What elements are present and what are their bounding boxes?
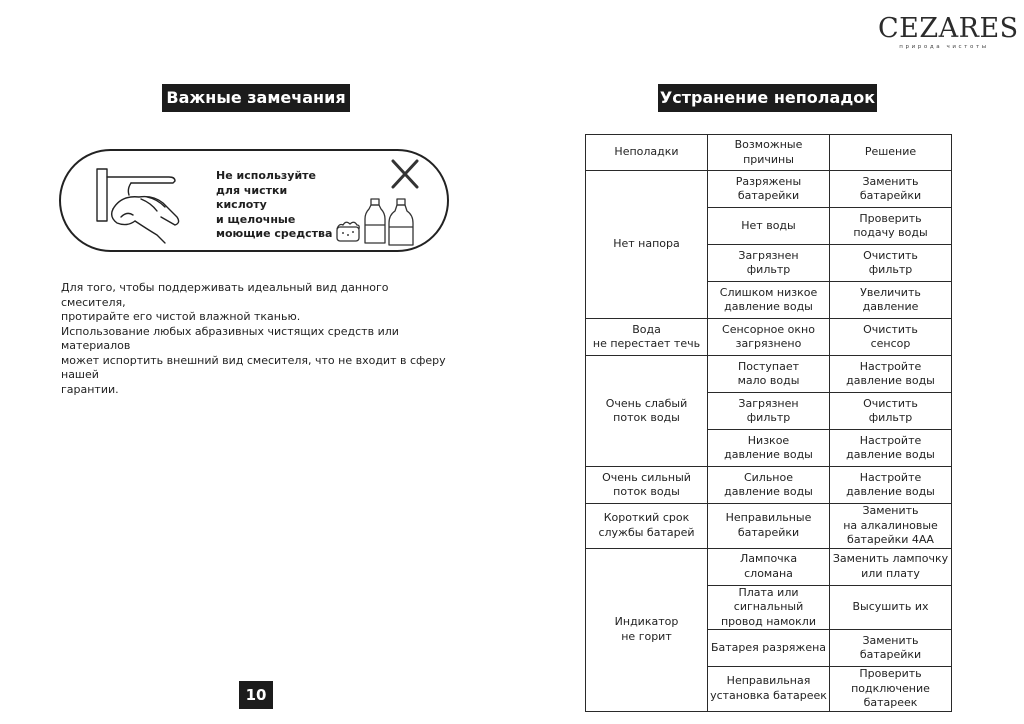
- warning-line: и щелочные: [216, 212, 296, 226]
- note-line: может испортить внешний вид смесителя, что не входит в сферу нашей: [61, 353, 446, 381]
- brand-logo: [878, 12, 1019, 50]
- note-line: Использование любых абразивных чистящих средств или материалов: [61, 324, 399, 352]
- cause-cell: Неправильная установка батареек: [708, 667, 830, 712]
- maintenance-note: [61, 281, 451, 397]
- table-row: [586, 548, 952, 585]
- cause-cell: Сильное давление воды: [708, 467, 830, 504]
- problem-cell: Очень сильный поток воды: [586, 467, 708, 504]
- solution-cell: Очистить фильтр: [830, 393, 952, 430]
- header-solution: Решение: [830, 135, 952, 171]
- cause-cell: Сенсорное окно загрязнено: [708, 319, 830, 356]
- problem-cell: Нет напора: [586, 171, 708, 319]
- table-header-row: [586, 135, 952, 171]
- solution-cell: Заменить батарейки: [830, 630, 952, 667]
- table-body: [586, 171, 952, 712]
- table-row: [586, 171, 952, 208]
- note-line: гарантии.: [61, 382, 119, 396]
- solution-cell: Проверить подачу воды: [830, 208, 952, 245]
- warning-line: кислоту: [216, 198, 267, 211]
- problem-cell: Очень слабый поток воды: [586, 356, 708, 467]
- page-number: 10: [239, 681, 273, 709]
- warning-text: [216, 169, 346, 242]
- cause-cell: Низкое давление воды: [708, 430, 830, 467]
- solution-cell: Настройте давление воды: [830, 430, 952, 467]
- solution-cell: Высушить их: [830, 585, 952, 630]
- troubleshooting-heading: Устранение неполадок: [658, 84, 877, 112]
- warning-line: для чистки: [216, 183, 288, 197]
- table-row: [586, 356, 952, 393]
- solution-cell: Настройте давление воды: [830, 467, 952, 504]
- faucet-wiping-hand-icon: [91, 165, 211, 247]
- warning-line: моющие средства: [216, 227, 333, 240]
- forbidden-cleaners-icon: [333, 157, 423, 249]
- cause-cell: Загрязнен фильтр: [708, 393, 830, 430]
- table-row: [586, 319, 952, 356]
- cause-cell: Неправильные батарейки: [708, 504, 830, 549]
- solution-cell: Проверить подключение батареек: [830, 667, 952, 712]
- table-row: [586, 504, 952, 549]
- problem-cell: Вода не перестает течь: [586, 319, 708, 356]
- solution-cell: Очистить фильтр: [830, 245, 952, 282]
- cause-cell: Батарея разряжена: [708, 630, 830, 667]
- cause-cell: Поступает мало воды: [708, 356, 830, 393]
- troubleshooting-table: [585, 134, 952, 712]
- header-cause: Возможные причины: [708, 135, 830, 171]
- solution-cell: Заменить на алкалиновые батарейки 4АА: [830, 504, 952, 549]
- important-notes-heading: Важные замечания: [162, 84, 350, 112]
- note-line: Для того, чтобы поддерживать идеальный вид данного смесителя,: [61, 281, 389, 309]
- solution-cell: Настройте давление воды: [830, 356, 952, 393]
- problem-cell: Короткий срок службы батарей: [586, 504, 708, 549]
- solution-cell: Увеличить давление: [830, 282, 952, 319]
- brand-tagline: природа чистоты: [899, 44, 989, 50]
- cause-cell: Лампочка сломана: [708, 548, 830, 585]
- cause-cell: Плата или сигнальный провод намокли: [708, 585, 830, 630]
- cause-cell: Слишком низкое давление воды: [708, 282, 830, 319]
- solution-cell: Заменить лампочку или плату: [830, 548, 952, 585]
- cause-cell: Нет воды: [708, 208, 830, 245]
- cleaning-warning-box: [59, 149, 449, 252]
- cause-cell: Разряжены батарейки: [708, 171, 830, 208]
- note-line: протирайте его чистой влажной тканью.: [61, 310, 301, 323]
- warning-line: Не используйте: [216, 169, 316, 182]
- problem-cell: Индикатор не горит: [586, 548, 708, 711]
- brand-name: CEZARES: [878, 13, 1019, 44]
- solution-cell: Заменить батарейки: [830, 171, 952, 208]
- cause-cell: Загрязнен фильтр: [708, 245, 830, 282]
- table-row: [586, 467, 952, 504]
- header-problem: Неполадки: [586, 135, 708, 171]
- solution-cell: Очистить сенсор: [830, 319, 952, 356]
